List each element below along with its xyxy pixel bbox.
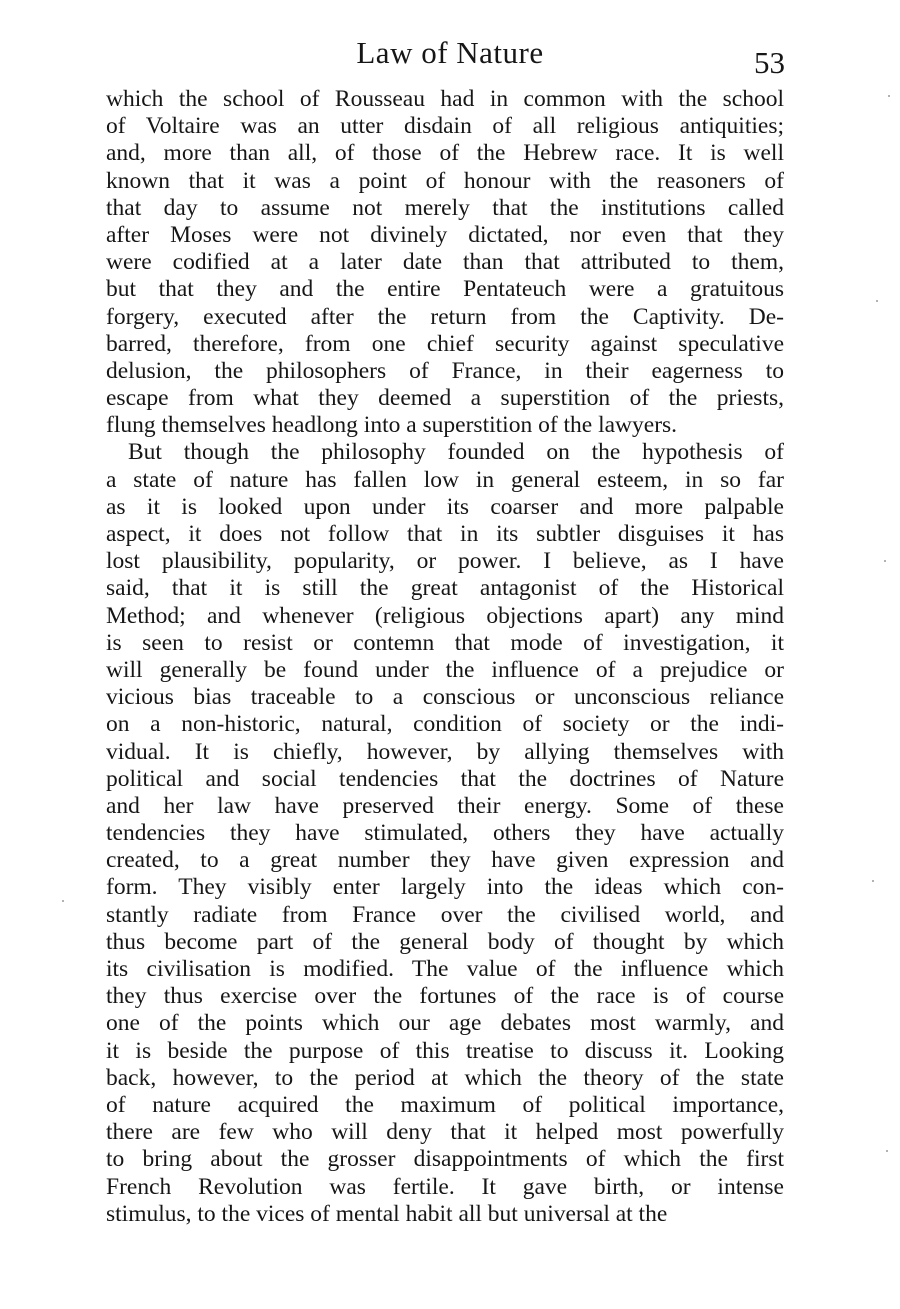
text-line: back, however, to the period at which the theory of the state	[106, 1064, 784, 1091]
text-line: that day to assume not merely that the institutions called	[106, 194, 784, 221]
text-line: delusion, the philosophers of France, in their eagerness to	[106, 357, 784, 384]
text-line: form. They visibly enter largely into the ideas which con-	[106, 874, 784, 901]
text-line: lost plausibility, popularity, or power. I believe, as I have	[106, 548, 784, 575]
text-line: escape from what they deemed a superstition of the priests,	[106, 385, 784, 412]
text-line: stimulus, to the vices of mental habit all but universal at the	[106, 1200, 668, 1227]
scan-speck	[886, 1150, 888, 1152]
running-title: Law of Nature	[356, 35, 544, 70]
text-line: French Revolution was fertile. It gave birth, or intense	[106, 1173, 784, 1200]
text-line: barred, therefore, from one chief security against speculative	[106, 330, 784, 357]
text-line: they thus exercise over the fortunes of the race is of course	[106, 983, 784, 1010]
text-line: forgery, executed after the return from the Captivity. De-	[106, 303, 784, 330]
text-line: one of the points which our age debates most warmly, and	[106, 1010, 784, 1037]
text-line: flung themselves headlong into a superstition of the lawyers.	[106, 412, 678, 439]
text-line: vicious bias traceable to a conscious or unconscious reliance	[106, 684, 784, 711]
text-line: created, to a great number they have given expression and	[106, 847, 784, 874]
text-line: and, more than all, of those of the Hebrew race. It is well	[106, 140, 784, 167]
text-line: tendencies they have stimulated, others they have actually	[106, 820, 784, 847]
text-line: to bring about the grosser disappointments of which the first	[106, 1146, 784, 1173]
text-line: will generally be found under the influence of a prejudice or	[106, 656, 784, 683]
text-line: said, that it is still the great antagonist of the Historical	[106, 575, 784, 602]
text-line: a state of nature has fallen low in general esteem, in so far	[106, 466, 784, 493]
text-line: its civilisation is modified. The value of the influence which	[106, 956, 784, 982]
text-line: of nature acquired the maximum of political importance,	[106, 1091, 784, 1118]
text-line: it is beside the purpose of this treatise to discuss it. Looking	[106, 1037, 784, 1064]
text-line: political and social tendencies that the doctrines of Nature	[106, 765, 784, 792]
text-line: which the school of Rousseau had in common with the school	[106, 86, 784, 112]
text-line: were codified at a later date than that attributed to them,	[106, 249, 784, 276]
paragraph-1	[106, 86, 784, 439]
text-line: and her law have preserved their energy. Some of these	[106, 792, 784, 819]
text-line: there are few who will deny that it helped most powerfully	[106, 1119, 784, 1146]
text-line: of Voltaire was an utter disdain of all religious antiquities;	[106, 113, 784, 140]
text-line: after Moses were not divinely dictated, nor even that they	[106, 221, 784, 248]
scan-speck	[62, 900, 64, 902]
page-number: 53	[754, 45, 785, 80]
text-line: known that it was a point of honour with the reasoners of	[106, 167, 784, 194]
text-line: aspect, it does not follow that in its subtler disguises it has	[106, 521, 784, 547]
text-line: stantly radiate from France over the civilised world, and	[106, 901, 784, 928]
scan-speck	[876, 300, 878, 302]
body-text	[106, 86, 784, 1228]
text-line: But though the philosophy founded on the hypothesis of	[128, 439, 784, 466]
text-line: thus become part of the general body of thought by which	[106, 928, 784, 955]
text-line: on a non-historic, natural, condition of society or the indi-	[106, 711, 784, 738]
scan-speck	[884, 560, 886, 562]
text-line: vidual. It is chiefly, however, by allying themselves with	[106, 738, 784, 765]
paragraph-2	[106, 439, 784, 1227]
scan-speck	[872, 880, 874, 882]
text-line: is seen to resist or contemn that mode of investigation, it	[106, 629, 784, 656]
scan-speck	[888, 95, 890, 97]
text-line: as it is looked upon under its coarser and more palpable	[106, 493, 784, 520]
text-line: but that they and the entire Pentateuch were a gratuitous	[106, 276, 784, 303]
text-line: Method; and whenever (religious objections apart) any mind	[106, 602, 784, 629]
